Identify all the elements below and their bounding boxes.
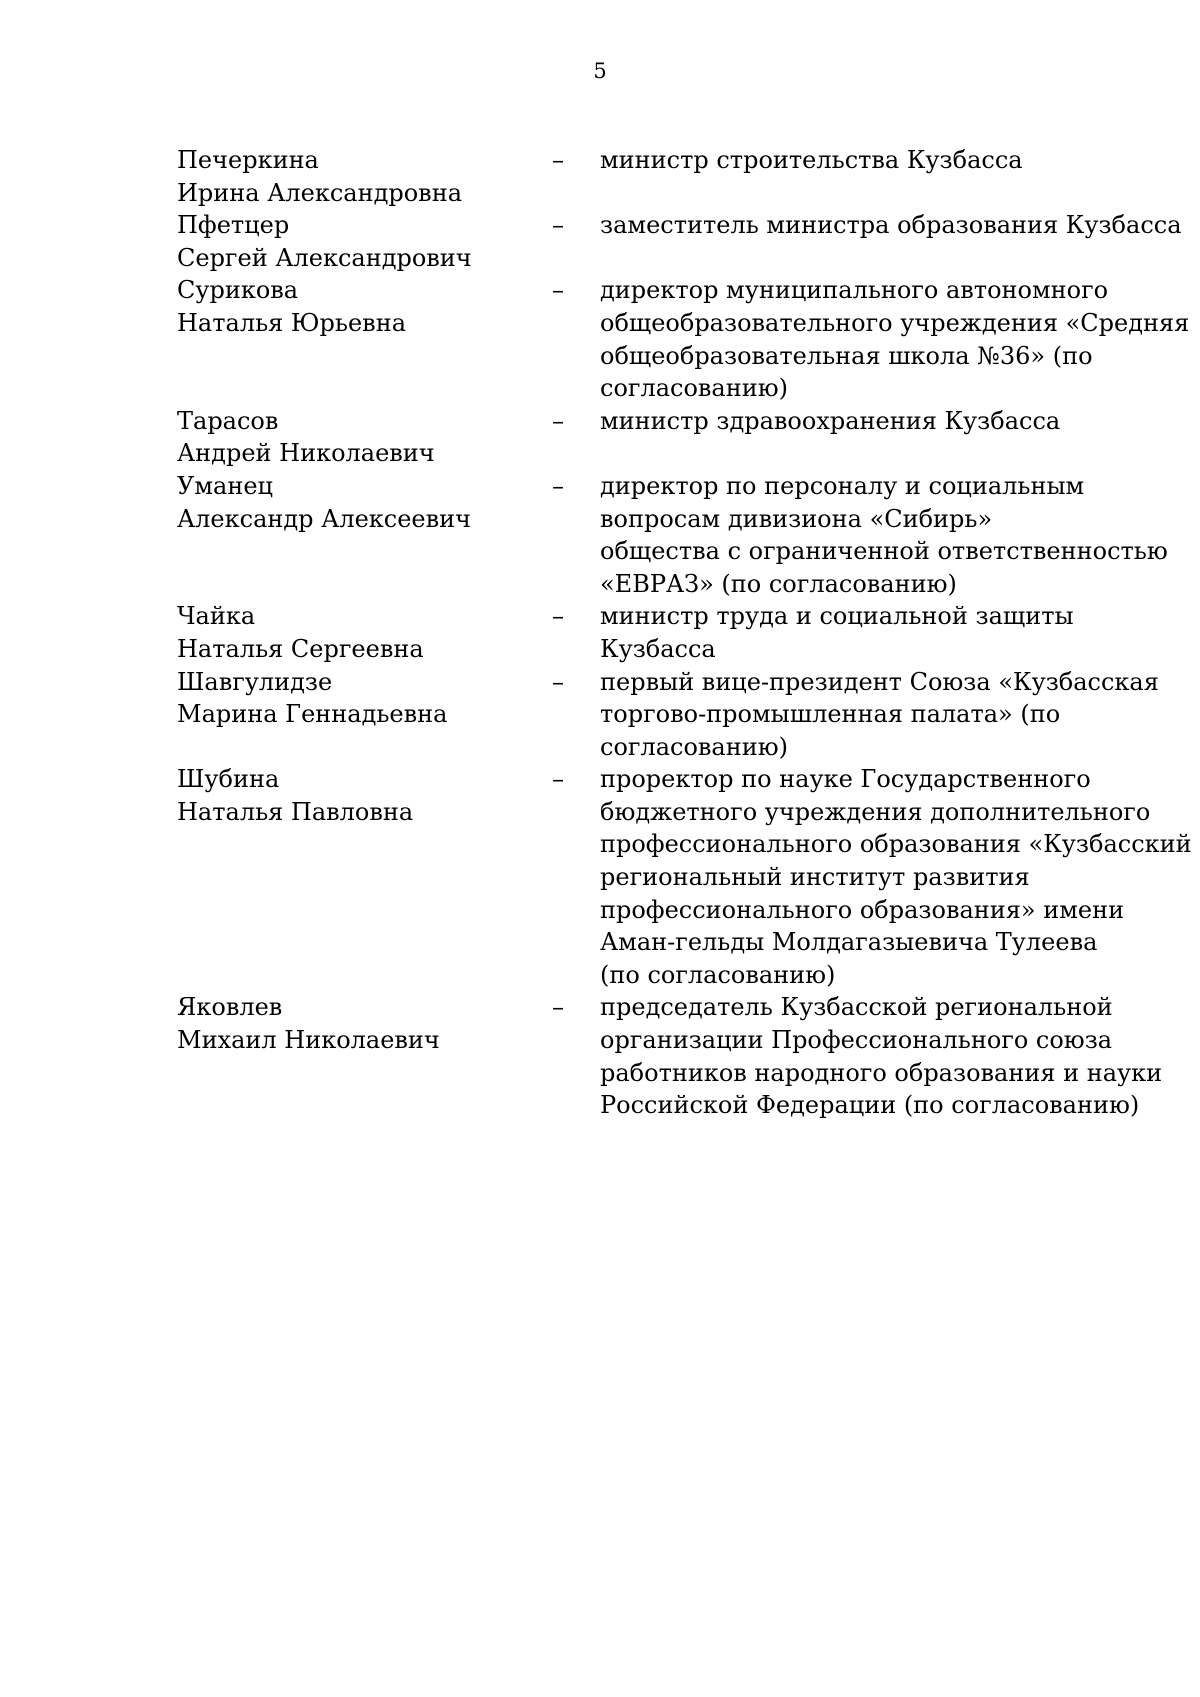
member-position-line: вопросам дивизиона «Сибирь» <box>600 504 993 533</box>
member-given-name: Марина Геннадьевна <box>177 700 448 729</box>
member-position-line: общеобразовательная школа №36» (по <box>600 341 1093 370</box>
member-name <box>177 666 552 731</box>
member-position <box>600 600 1147 665</box>
member-name <box>177 209 552 274</box>
member-position-line: согласованию) <box>600 732 788 761</box>
member-position-line: первый вице-президент Союза «Кузбасская <box>600 667 1159 696</box>
member-given-name: Сергей Александрович <box>177 243 472 272</box>
member-position-line: организации Профессионального союза <box>600 1026 1113 1055</box>
member-position <box>600 470 1168 600</box>
member-dash: – <box>552 602 564 631</box>
member-name <box>177 600 552 665</box>
member-position-line: министр труда и социальной защиты <box>600 602 1074 631</box>
member-position <box>600 405 1147 438</box>
member-given-name: Наталья Юрьевна <box>177 308 406 337</box>
member-entry <box>177 274 1190 404</box>
member-position-line: министр здравоохранения Кузбасса <box>600 406 1061 435</box>
member-dash: – <box>552 993 564 1022</box>
member-surname: Яковлев <box>177 993 283 1022</box>
member-entry <box>177 405 1147 470</box>
member-position-line: согласованию) <box>600 374 788 403</box>
member-position <box>600 144 1147 177</box>
member-position-line: Кузбасса <box>600 634 716 663</box>
member-surname: Тарасов <box>177 406 279 435</box>
member-dash: – <box>552 276 564 305</box>
member-dash: – <box>552 406 564 435</box>
member-position <box>600 991 1163 1121</box>
member-position-line: (по согласованию) <box>600 960 836 989</box>
member-dash: – <box>552 667 564 696</box>
member-position-line: Аман-гельды Молдагазыевича Тулеева <box>600 928 1098 957</box>
member-position-line: бюджетного учреждения дополнительного <box>600 797 1151 826</box>
member-dash: – <box>552 765 564 794</box>
member-surname: Шубина <box>177 765 280 794</box>
member-surname: Уманец <box>177 471 273 500</box>
member-name <box>177 405 552 470</box>
member-position <box>600 763 1192 991</box>
member-name <box>177 991 552 1056</box>
member-dash: – <box>552 146 564 174</box>
member-entry <box>177 666 1159 764</box>
member-position <box>600 274 1190 404</box>
page-number: 5 <box>593 59 607 83</box>
member-given-name: Ирина Александровна <box>177 178 462 207</box>
member-position-line: общества с ограниченной ответственностью <box>600 537 1168 566</box>
member-position-line: директор по персоналу и социальным <box>600 471 1085 500</box>
member-position-line: «ЕВРАЗ» (по согласованию) <box>600 569 957 598</box>
member-surname: Чайка <box>177 602 256 631</box>
member-entry <box>177 470 1168 600</box>
member-position-line: работников народного образования и науки <box>600 1058 1163 1087</box>
member-name <box>177 274 552 339</box>
member-position-line: региональный институт развития <box>600 863 1030 892</box>
member-name <box>177 144 552 209</box>
member-position-line: председатель Кузбасской региональной <box>600 993 1113 1022</box>
member-dash: – <box>552 471 564 500</box>
member-position <box>600 209 1182 242</box>
member-entry <box>177 600 1147 665</box>
member-surname: Печеркина <box>177 146 319 174</box>
member-entry <box>177 991 1163 1121</box>
member-position-line: торгово-промышленная палата» (по <box>600 700 1061 729</box>
member-surname: Шавгулидзе <box>177 667 333 696</box>
member-surname: Сурикова <box>177 276 299 305</box>
member-position-line: общеобразовательного учреждения «Средняя <box>600 308 1190 337</box>
member-position-line: профессионального образования «Кузбасский <box>600 830 1192 859</box>
member-entry <box>177 209 1182 274</box>
member-position-line: Российской Федерации (по согласованию) <box>600 1091 1140 1120</box>
member-position-line: директор муниципального автономного <box>600 276 1109 305</box>
member-position-line: проректор по науке Государственного <box>600 765 1091 794</box>
member-name <box>177 763 552 828</box>
member-entry <box>177 144 1147 209</box>
member-position <box>600 666 1159 764</box>
member-given-name: Михаил Николаевич <box>177 1026 440 1055</box>
member-given-name: Андрей Николаевич <box>177 439 435 468</box>
member-dash: – <box>552 211 564 240</box>
member-list <box>177 144 1192 1122</box>
member-surname: Пфетцер <box>177 211 290 240</box>
member-entry <box>177 763 1192 991</box>
member-given-name: Наталья Павловна <box>177 797 414 826</box>
member-position-line: министр строительства Кузбасса <box>600 146 1023 174</box>
member-name <box>177 470 552 535</box>
member-position-line: профессионального образования» имени <box>600 895 1125 924</box>
member-given-name: Александр Алексеевич <box>177 504 471 533</box>
member-given-name: Наталья Сергеевна <box>177 634 424 663</box>
member-position-line: заместитель министра образования Кузбасса <box>600 211 1182 240</box>
